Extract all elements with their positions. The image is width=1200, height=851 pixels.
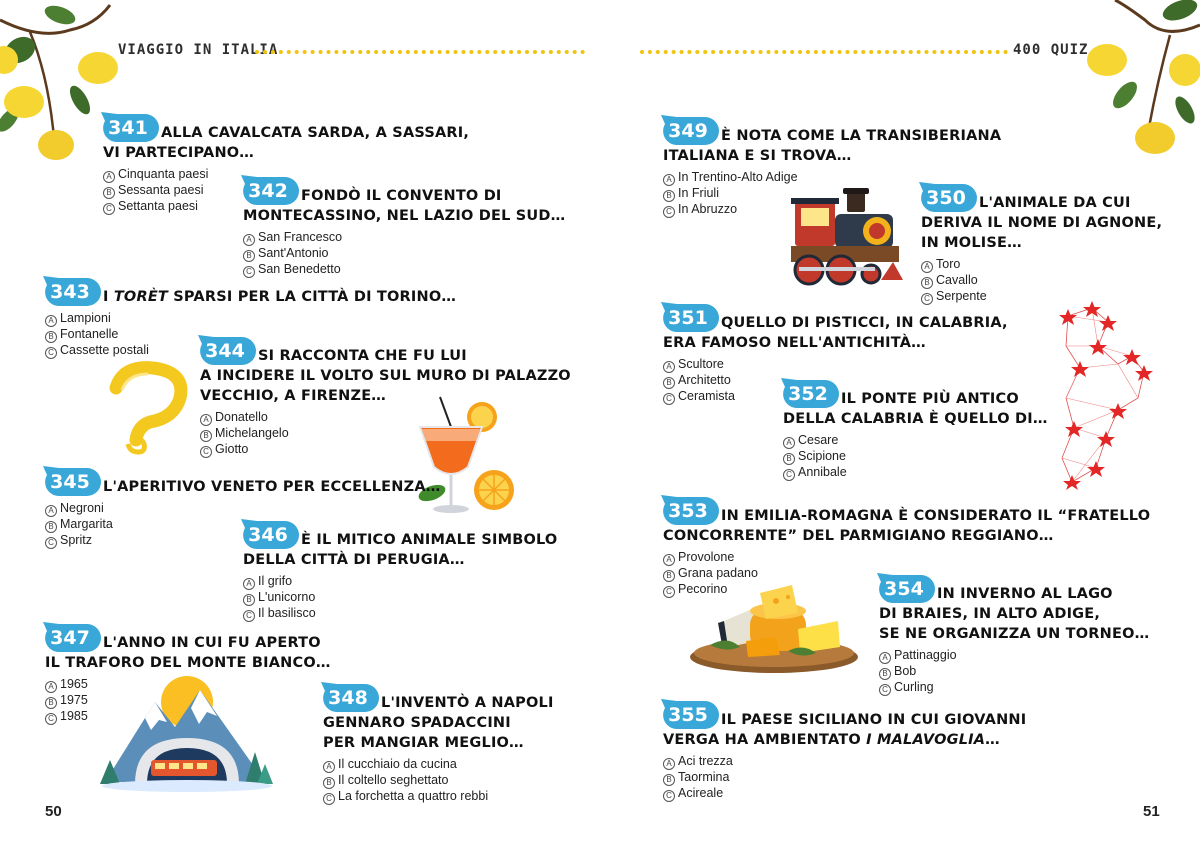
- answer-b[interactable]: B Il coltello seghettato: [323, 773, 554, 789]
- page-number-left: 50: [45, 803, 62, 820]
- answer-b[interactable]: B Sessanta paesi: [103, 183, 469, 199]
- quiz-number-badge: 350: [919, 182, 977, 214]
- answer-list: [243, 230, 565, 278]
- answer-a[interactable]: A San Francesco: [243, 230, 565, 246]
- quiz-number-badge: 351: [661, 302, 719, 334]
- quiz-344: 344 SI RACCONTA CHE FU LUI A INCIDERE IL VOLTO SUL MURO DI PALAZZO VECCHIO, A FIRENZE… A Donatello B Michelangelo C Giotto: [200, 346, 571, 458]
- answer-b[interactable]: B Michelangelo: [200, 426, 571, 442]
- answer-a[interactable]: A Lampioni: [45, 311, 456, 327]
- answer-c[interactable]: C Cassette postali: [45, 343, 456, 359]
- quiz-number-badge: 349: [661, 115, 719, 147]
- answer-b[interactable]: B Architetto: [663, 373, 1008, 389]
- answer-b[interactable]: B Fontanelle: [45, 327, 456, 343]
- quiz-341: 341 ALLA CAVALCATA SARDA, A SASSARI, VI PARTECIPANO… A Cinquanta paesi B Sessanta paesi C Settanta paesi: [103, 123, 469, 215]
- answer-a[interactable]: A Aci trezza: [663, 754, 1026, 770]
- quiz-347: 347 L'ANNO IN CUI FU APERTO IL TRAFORO DEL MONTE BIANCO… A 1965 B 1975 C 1985: [45, 633, 331, 725]
- answer-a[interactable]: A Cinquanta paesi: [103, 167, 469, 183]
- answer-c[interactable]: C Spritz: [45, 533, 440, 549]
- quiz-351: 351 QUELLO DI PISTICCI, IN CALABRIA, ERA FAMOSO NELL'ANTICHITÀ… A Scultore B Architetto C Ceramista: [663, 313, 1008, 405]
- answer-a[interactable]: A Cesare: [783, 433, 1048, 449]
- answer-b[interactable]: B Margarita: [45, 517, 440, 533]
- header-dots-left: [255, 50, 585, 54]
- answer-c[interactable]: C Il basilisco: [243, 606, 557, 622]
- answer-b[interactable]: B L'unicorno: [243, 590, 557, 606]
- question-mark-icon: [108, 360, 193, 460]
- answer-c[interactable]: C Curling: [879, 680, 1149, 696]
- quiz-342: 342 FONDÒ IL CONVENTO DI MONTECASSINO, NEL LAZIO DEL SUD… A San Francesco B Sant'Antonio C San Benedetto: [243, 186, 565, 278]
- quiz-number-badge: 343: [43, 276, 101, 308]
- quiz-number-badge: 344: [198, 335, 256, 367]
- quiz-number-badge: 353: [661, 495, 719, 527]
- answer-c[interactable]: C Acireale: [663, 786, 1026, 802]
- lemon-branch-icon: [1085, 0, 1200, 170]
- answer-c[interactable]: C San Benedetto: [243, 262, 565, 278]
- answer-a[interactable]: A Scultore: [663, 357, 1008, 373]
- quiz-number-badge: 346: [241, 519, 299, 551]
- answer-b[interactable]: B Bob: [879, 664, 1149, 680]
- answer-a[interactable]: A In Trentino-Alto Adige: [663, 170, 1001, 186]
- answer-a[interactable]: A 1965: [45, 677, 331, 693]
- quiz-number-badge: 347: [43, 622, 101, 654]
- quiz-345: 345 L'APERITIVO VENETO PER ECCELLENZA… A Negroni B Margarita C Spritz: [45, 477, 440, 549]
- header-left-title: VIAGGIO IN ITALIA: [118, 42, 279, 58]
- quiz-number-badge: 354: [877, 573, 935, 605]
- answer-c[interactable]: C In Abruzzo: [663, 202, 1001, 218]
- answer-c[interactable]: C Serpente: [921, 289, 1162, 305]
- answer-b[interactable]: B In Friuli: [663, 186, 1001, 202]
- answer-a[interactable]: A Il grifo: [243, 574, 557, 590]
- quiz-350: 350 L'ANIMALE DA CUI DERIVA IL NOME DI AGNONE, IN MOLISE… A Toro B Cavallo C Serpente: [921, 193, 1162, 305]
- quiz-number-badge: 345: [43, 466, 101, 498]
- quiz-349: 349 È NOTA COME LA TRANSIBERIANA ITALIANA E SI TROVA… A In Trentino-Alto Adige B In Friuli C In Abruzzo: [663, 126, 1001, 218]
- answer-c[interactable]: C Annibale: [783, 465, 1048, 481]
- answer-a[interactable]: A Donatello: [200, 410, 571, 426]
- quiz-355: 355 IL PAESE SICILIANO IN CUI GIOVANNI VERGA HA AMBIENTATO I MALAVOGLIA… A Aci trezza B Taormina C Acireale: [663, 710, 1026, 802]
- quiz-number-badge: 342: [241, 175, 299, 207]
- quiz-number-badge: 352: [781, 378, 839, 410]
- answer-b[interactable]: B Grana padano: [663, 566, 1150, 582]
- answer-b[interactable]: B Scipione: [783, 449, 1048, 465]
- answer-list: [323, 757, 554, 805]
- header-right-title: 400 QUIZ: [1013, 42, 1089, 58]
- answer-a[interactable]: A Negroni: [45, 501, 440, 517]
- answer-c[interactable]: C Giotto: [200, 442, 571, 458]
- answer-c[interactable]: C Pecorino: [663, 582, 1150, 598]
- quiz-353: 353 IN EMILIA-ROMAGNA È CONSIDERATO IL “FRATELLO CONCORRENTE” DEL PARMIGIANO REGGIANO… A Provolone B Grana padano C Pecorino: [663, 506, 1150, 598]
- quiz-346: 346 È IL MITICO ANIMALE SIMBOLO DELLA CITTÀ DI PERUGIA… A Il grifo B L'unicorno C Il basilisco: [243, 530, 557, 622]
- answer-c[interactable]: C Settanta paesi: [103, 199, 469, 215]
- answer-a[interactable]: A Pattinaggio: [879, 648, 1149, 664]
- header-dots-right: [640, 50, 1008, 54]
- quiz-352: 352 IL PONTE PIÙ ANTICO DELLA CALABRIA È QUELLO DI… A Cesare B Scipione C Annibale: [783, 389, 1048, 481]
- quiz-number-badge: 341: [101, 112, 159, 144]
- quiz-343: 343 I TORÈT SPARSI PER LA CITTÀ DI TORINO… A Lampioni B Fontanelle C Cassette postali: [45, 287, 456, 359]
- answer-b[interactable]: B 1975: [45, 693, 331, 709]
- cheese-icon: [688, 585, 860, 675]
- answer-a[interactable]: A Il cucchiaio da cucina: [323, 757, 554, 773]
- answer-b[interactable]: B Sant'Antonio: [243, 246, 565, 262]
- answer-a[interactable]: A Toro: [921, 257, 1162, 273]
- answer-a[interactable]: A Provolone: [663, 550, 1150, 566]
- map-icon: [1048, 298, 1158, 490]
- answer-list: [879, 648, 1149, 696]
- answer-c[interactable]: C Ceramista: [663, 389, 1008, 405]
- tunnel-icon: [95, 672, 275, 797]
- page-number-right: 51: [1143, 803, 1160, 820]
- train-icon: [785, 188, 903, 292]
- quiz-number-badge: 355: [661, 699, 719, 731]
- answer-c[interactable]: C La forchetta a quattro rebbi: [323, 789, 554, 805]
- answer-list: [243, 574, 557, 622]
- quiz-348: 348 L'INVENTÒ A NAPOLI GENNARO SPADACCINI PER MANGIAR MEGLIO… A Il cucchiaio da cucina B Il coltello seghettato C La forchetta a quattro rebbi: [323, 693, 554, 805]
- lemon-branch-icon: [0, 0, 120, 170]
- answer-c[interactable]: C 1985: [45, 709, 331, 725]
- answer-b[interactable]: B Taormina: [663, 770, 1026, 786]
- quiz-number-badge: 348: [321, 682, 379, 714]
- answer-b[interactable]: B Cavallo: [921, 273, 1162, 289]
- answer-list: [783, 433, 1048, 481]
- quiz-354: 354 IN INVERNO AL LAGO DI BRAIES, IN ALTO ADIGE, SE NE ORGANIZZA UN TORNEO… A Pattinaggio B Bob C Curling: [879, 584, 1149, 696]
- answer-list: [663, 754, 1026, 802]
